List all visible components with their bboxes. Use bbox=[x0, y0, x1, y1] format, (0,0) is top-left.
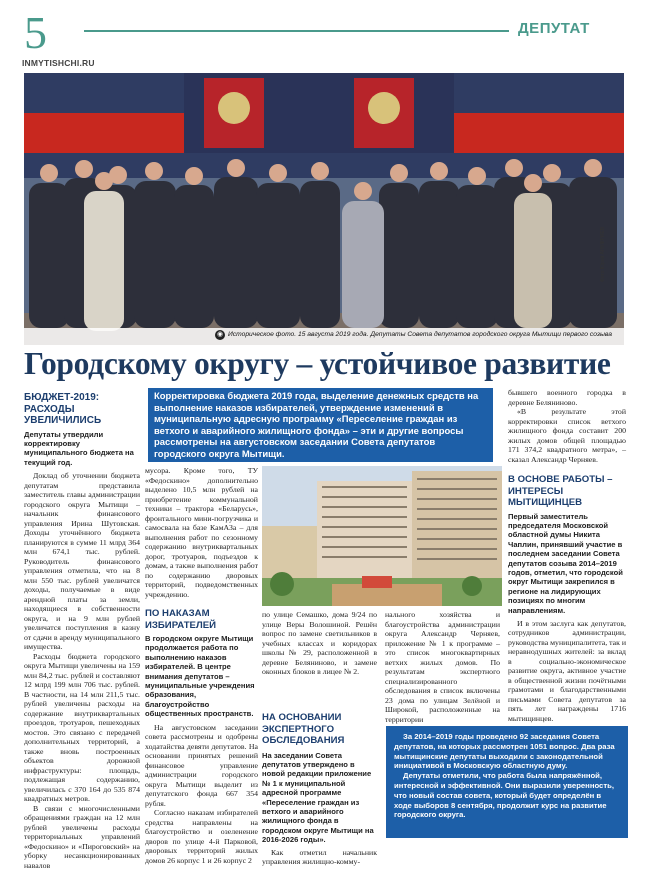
building-photo bbox=[262, 466, 502, 606]
expertise-leadin: На заседании Совета депутатов утверждено в новой редакции приложение № 1 к муниципальной адресной программе «Переселение граждан из ветхого и аварийного жилищного фонда в городском округе Мытищи на 2016-2026 годы». bbox=[262, 750, 374, 845]
paragraph: бывшего военного городка в деревне Беляниново. bbox=[508, 388, 626, 407]
callout-text-2: Депутаты отметили, что работа была напряжённой, интересной и эффективной. Они выразили уверенность, что новый состав совета, который будет определён в ходе выборов 8 сентября, продолжит курс на развитие городского округа. bbox=[394, 771, 614, 820]
paragraph: Как отметил начальник управления жилищно-комму- bbox=[262, 847, 377, 867]
camera-icon: ◉ bbox=[216, 331, 224, 338]
expertise-heading: НА ОСНОВАНИИ ЭКСПЕРТНОГО ОБСЛЕДОВАНИЯ bbox=[262, 712, 345, 746]
headline: Городскому округу – устойчивое развитие bbox=[24, 346, 611, 381]
paragraph: мусора. Кроме того, ТУ «Федоскино» дополнительно выделено 10,5 млн рублей на приобретение коммунальной техники – трактора «Беларусь», фронтального мини-погрузчика и самосвала на базе КамАЗа – для выполнения работ по сезонному содержанию внутриквартальных дорог, тротуаров, подъездов к домам, а также выполнения работ по содержанию дворовых территорий, подведомственных учреждению. bbox=[145, 466, 258, 599]
paragraph: На августовском заседании совета рассмотрены и одобрены ходатайства девяти депутатов. На основании принятых решений финансовое управление администрации городского округа Мытищи выделит из депутатского фонда 667 354 рубля. bbox=[145, 722, 258, 808]
column-4: нального хозяйства и благоустройства администрации округа Александр Черняев, приложение № 1 к программе – это список многоквартирных ветхих жилых домов. По результатам экспертного специализированного обследования в список включены 23 дома по улицам Зелёной и Широкой, расположенные на территории bbox=[385, 610, 500, 724]
paragraph: Доклад об уточнении бюджета депутатам представила заместитель главы администрации городского округа Мытищи – начальник финансового управления Ирина Шутовская. Доходы уточнённого бюджета планируются в сумме 11 млрд 364 млн 674,1 тыс. рублей. Руководитель финансового управления отметила, что на 8 млн 550 тыс. рублей увеличатся доходы, получаемые в виде арендной платы за земли, находящиеся в собственности округа, и на 9 млн рублей увеличатся поступления в казну от сдачи в аренду муниципального имущества. bbox=[24, 471, 140, 652]
callout-text-1: За 2014–2019 годы проведено 92 заседания Совета депутатов, на которых рассмотрен 1051 вопрос. Два раза мытищинские депутаты выходили с законодательной инициативой в Московскую областную думу. bbox=[394, 732, 615, 771]
photo-credit: Фото Юрий АНУФРИЕВ bbox=[600, 226, 606, 282]
lead-text: Корректировка бюджета 2019 года, выделение денежных средств на выполнение наказов избирателей, утверждение изменений в муниципальную адресную программу «Переселение граждан из ветхого и аварийного жилищного фонда» – эти и другие вопросы рассмотрены на августовском заседании Совета депутатов городского округа Мытищи. bbox=[154, 391, 479, 460]
expertise-block bbox=[262, 712, 377, 867]
paragraph: И в этом заслуга как депутатов, сотрудников администрации, руководства муниципалитета, так и неравнодушных жителей: за вклад в социально-экономическое развитие округа, активное участие в общественной жизни почётными грамотами и благодарственными письмами Совета депутатов за пять лет награждены 1716 мытищинцев. bbox=[508, 618, 626, 723]
column-5 bbox=[508, 388, 626, 723]
interests-leadin: Первый заместитель председателя Московской областной думы Никита Чаплин, принявший участие в последнем заседании Совета депутатов созыва 2014–2019 годов, отметил, что городской округ Мытищи закрепился в регионе на лидирующих позициях по многим направлениям. bbox=[508, 511, 623, 615]
photo-caption: Историческое фото. 15 августа 2019 года. Депутаты Совета депутатов городского округа Мытищи первого созыва bbox=[228, 331, 612, 338]
interests-heading: В ОСНОВЕ РАБОТЫ – ИНТЕРЕСЫ МЫТИЩИНЦЕВ bbox=[508, 474, 613, 508]
budget-leadin: Депутаты утвердили корректировку муниципального бюджета на текущий год. bbox=[24, 429, 134, 467]
section-title: ДЕПУТАТ bbox=[518, 20, 590, 37]
lead-block bbox=[148, 388, 493, 462]
callout-box bbox=[386, 726, 628, 838]
column-2 bbox=[145, 466, 258, 865]
header-rule bbox=[84, 30, 509, 32]
mandates-text bbox=[145, 723, 258, 866]
group-photo bbox=[24, 73, 624, 345]
mandates-heading: ПО НАКАЗАМ ИЗБИРАТЕЛЕЙ bbox=[145, 608, 216, 631]
column-3: по улице Семашко, дома 9/24 по улице Веры Волошиной. Решён вопрос по замене светильников в учебных классах и коридорах школы № 29, расположенной в деревне Беляниново, и замене оконных блоков в лицее № 2. bbox=[262, 610, 377, 676]
quote: «В результате этой корректировки список ветхого жилищного фонда составит 200 жилых домов общей площадью 171 374,2 квадратного метра», – сказал Александр Черняев. bbox=[508, 407, 626, 464]
paragraph: Расходы бюджета городского округа Мытищи увеличены на 159 млн 84,2 тыс. рублей и составляют 12 млрд 199 млн 706 тыс. рублей. В частности, на 14 млн 211,5 тыс. рублей увеличены расходы на содержание внутриквартальных проездов, тротуаров, пешеходных мостов. Это связано с передачей дополнительных территорий, а также вновь построенных объектов дорожной инфраструктуры: площадь, подлежащая содержанию, увеличилась с 370 164 до 535 874 квадратных метров. bbox=[24, 651, 140, 804]
paragraph: Согласно наказам избирателей средства направлены на благоустройство и озеленение дворов по улице 4-й Парковой, дворовых территорий жилых домов 26 корпус 1 и 26 корпус 2 bbox=[145, 808, 258, 865]
site-name: INMYTISHCHI.RU bbox=[22, 58, 95, 68]
page-number: 5 bbox=[24, 7, 47, 58]
budget-text bbox=[24, 471, 140, 870]
mandates-leadin: В городском округе Мытищи продолжается работа по выполнению наказов избирателей. В центре внимания депутатов – муниципальные учреждения образования, благоустройство общественных пространств. bbox=[145, 634, 255, 719]
budget-heading: БЮДЖЕТ-2019: РАСХОДЫ УВЕЛИЧИЛИСЬ bbox=[24, 392, 102, 426]
paragraph: В связи с многочисленными обращениями граждан на 12 млн рублей увеличены расходы территориальных управлений «Федоскино» и «Пироговский» на уборку несанкционированных навалов bbox=[24, 803, 140, 870]
column-1 bbox=[24, 392, 140, 870]
